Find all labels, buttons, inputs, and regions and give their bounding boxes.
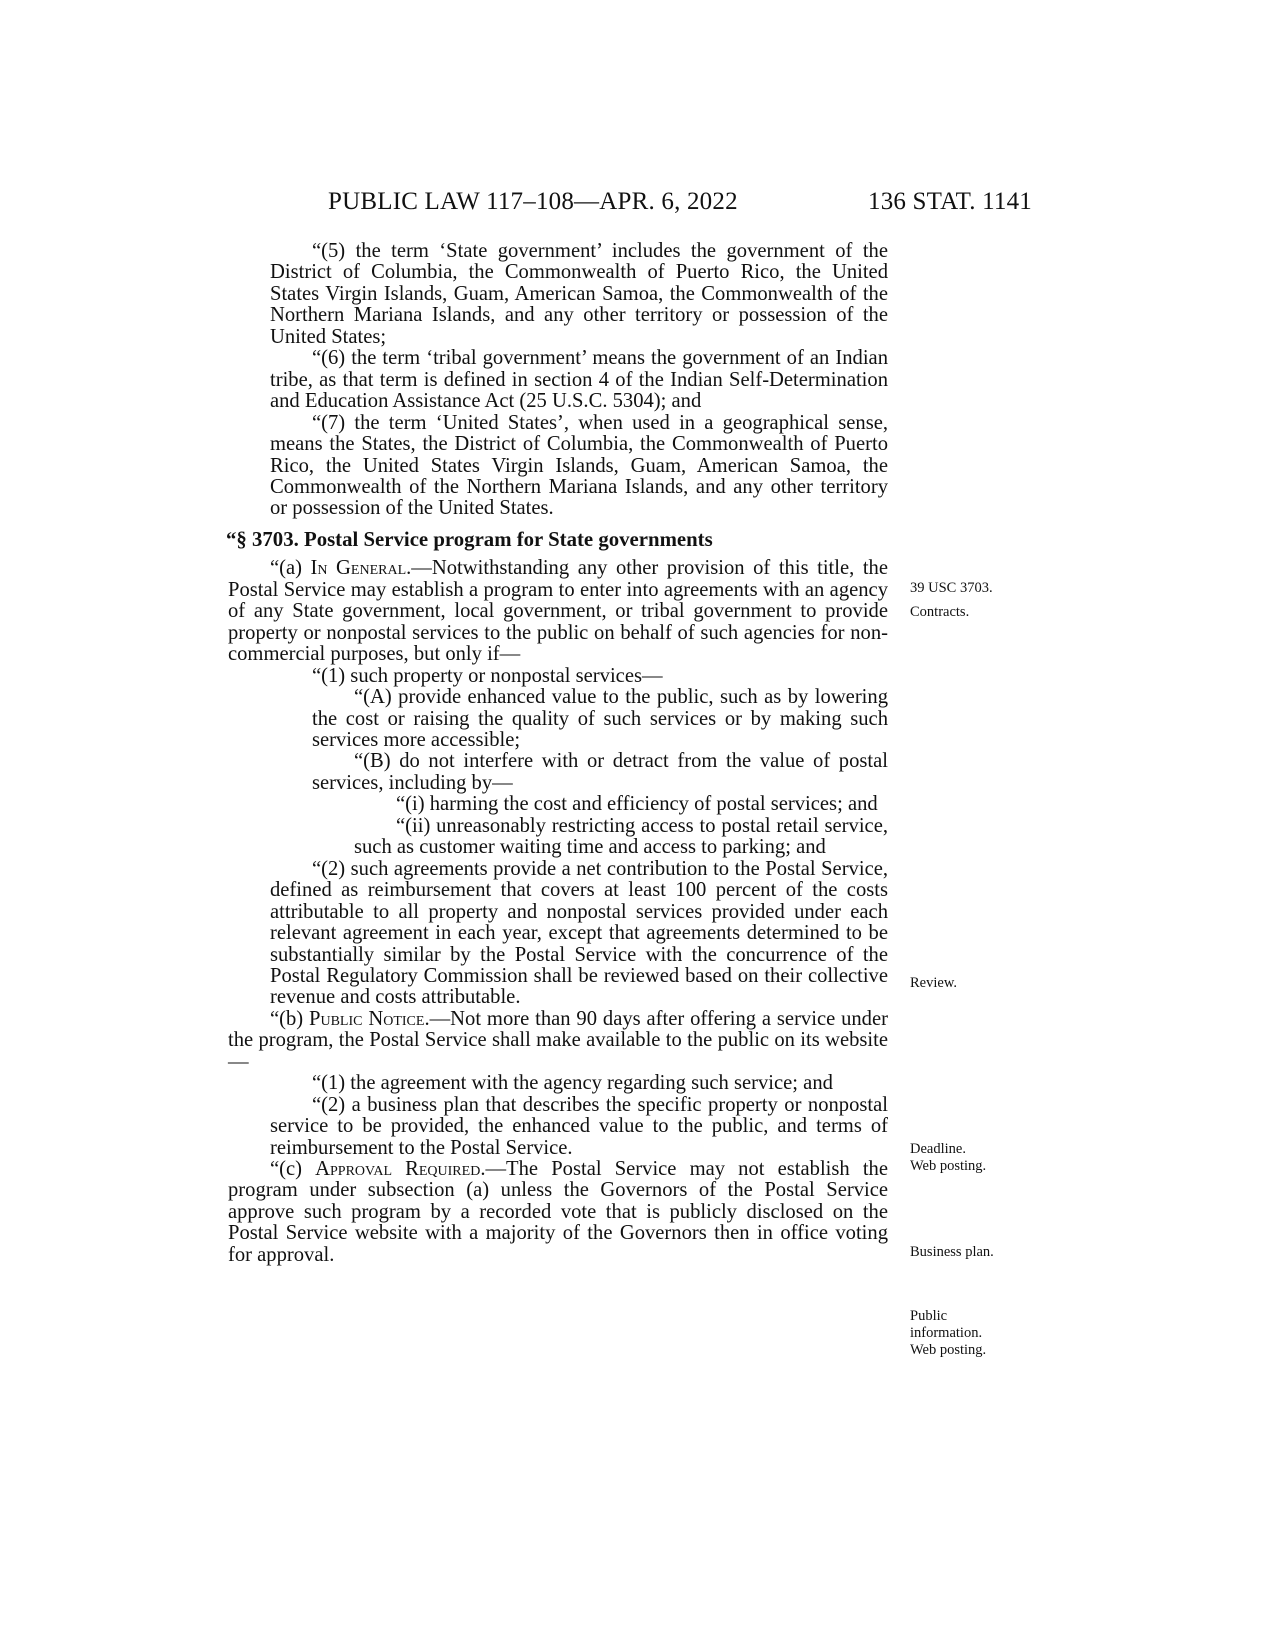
- subsection-b-label: Public Notice: [309, 1007, 425, 1030]
- margin-note-contracts: Contracts.: [910, 604, 970, 620]
- subsection-c-text: .—The Postal Service may not establish the program under subsection (a) unless the Governors of the Postal Service approve such program by a recorded vote that is publicly disclosed on the Postal Service website with a majority of the Governors then in office voting for approval.: [228, 1158, 888, 1266]
- section-heading: “§ 3703. Postal Service program for State governments: [226, 527, 713, 551]
- paragraph-b2: “(2) a business plan that describes the specific property or nonpostal service to be provided, the enhanced value to the public, and terms of reimbursement to the Postal Service.: [270, 1093, 888, 1159]
- subsection-b: [228, 1009, 888, 1073]
- paragraph-6: “(6) the term ‘tribal government’ means the government of an Indian tribe, as that term is defined in section 4 of the Indian Self-Determination and Education Assistance Act (25 U.S.C. 5304); and: [270, 347, 888, 413]
- running-header-title: PUBLIC LAW 117–108—APR. 6, 2022: [328, 188, 738, 215]
- margin-note-usc: 39 USC 3703.: [910, 580, 993, 596]
- margin-note-business-plan: Business plan.: [910, 1244, 994, 1260]
- paragraph-b1: “(1) the agreement with the agency regarding such service; and: [312, 1072, 833, 1095]
- margin-note-information: information.: [910, 1325, 983, 1341]
- subsection-a-prefix: “(a): [270, 557, 311, 580]
- paragraph-a1: “(1) such property or nonpostal services—: [312, 664, 663, 687]
- paragraph-7: “(7) the term ‘United States’, when used in a geographical sense, means the States, the District of Columbia, the Commonwealth of Puerto Rico, the United States Virgin Islands, Guam, American Samoa, the Commonwealth of the Northern Mariana Islands, and any other territory or possession of the United States.: [270, 411, 888, 520]
- paragraph-a1Bii: “(ii) unreasonably restricting access to postal retail service, such as customer waiting time and access to parking; and: [354, 814, 888, 859]
- subsection-c-label: Approval Required: [315, 1158, 481, 1181]
- subsection-b-text: .—Not more than 90 days after offering a service under the program, the Postal Service shall make available to the public on its website—: [228, 1007, 888, 1073]
- margin-note-review: Review.: [910, 975, 957, 991]
- margin-note-web-posting-2: Web posting.: [910, 1342, 987, 1358]
- margin-note-public: Public: [910, 1308, 948, 1324]
- margin-note-deadline: Deadline.: [910, 1141, 966, 1157]
- subsection-a-text: .—Notwithstanding any other provision of this title, the Postal Service may establish a program to enter into agreements with an agency of any State government, local government, or tribal government to provide property or nonpostal services to the public on behalf of such agencies for non-commercial purposes, but only if—: [228, 557, 888, 666]
- paragraph-5: “(5) the term ‘State government’ includes the government of the District of Columbia, the Commonwealth of Puerto Rico, the United States Virgin Islands, Guam, American Samoa, the Commonwealth of the Northern Mariana Islands, and any other territory or possession of the United States;: [270, 240, 888, 348]
- paragraph-a1Bi: “(i) harming the cost and efficiency of postal services; and: [396, 793, 878, 816]
- paragraph-a1B: “(B) do not interfere with or detract from the value of postal services, including by—: [312, 750, 888, 794]
- running-header-page-number: 136 STAT. 1141: [868, 188, 1032, 215]
- paragraph-a2: “(2) such agreements provide a net contribution to the Postal Service, defined as reimbursement that covers at least 100 percent of the costs attributable to all property and nonpostal services provided under each relevant agreement in each year, except that agreements determined to be substantially similar by the Postal Service with the concurrence of the Postal Regulatory Commission shall be reviewed based on their collective revenue and costs attributable.: [270, 857, 888, 1009]
- paragraph-a1A: “(A) provide enhanced value to the public, such as by lowering the cost or raising the quality of such services or by making such services more accessible;: [312, 686, 888, 751]
- subsection-c: [228, 1159, 888, 1266]
- subsection-a: [228, 558, 888, 665]
- subsection-a-label: In General: [310, 557, 407, 580]
- margin-note-web-posting: Web posting.: [910, 1158, 987, 1174]
- body-text: [228, 241, 888, 1266]
- subsection-c-prefix: “(c): [270, 1158, 316, 1181]
- subsection-b-prefix: “(b): [270, 1007, 310, 1030]
